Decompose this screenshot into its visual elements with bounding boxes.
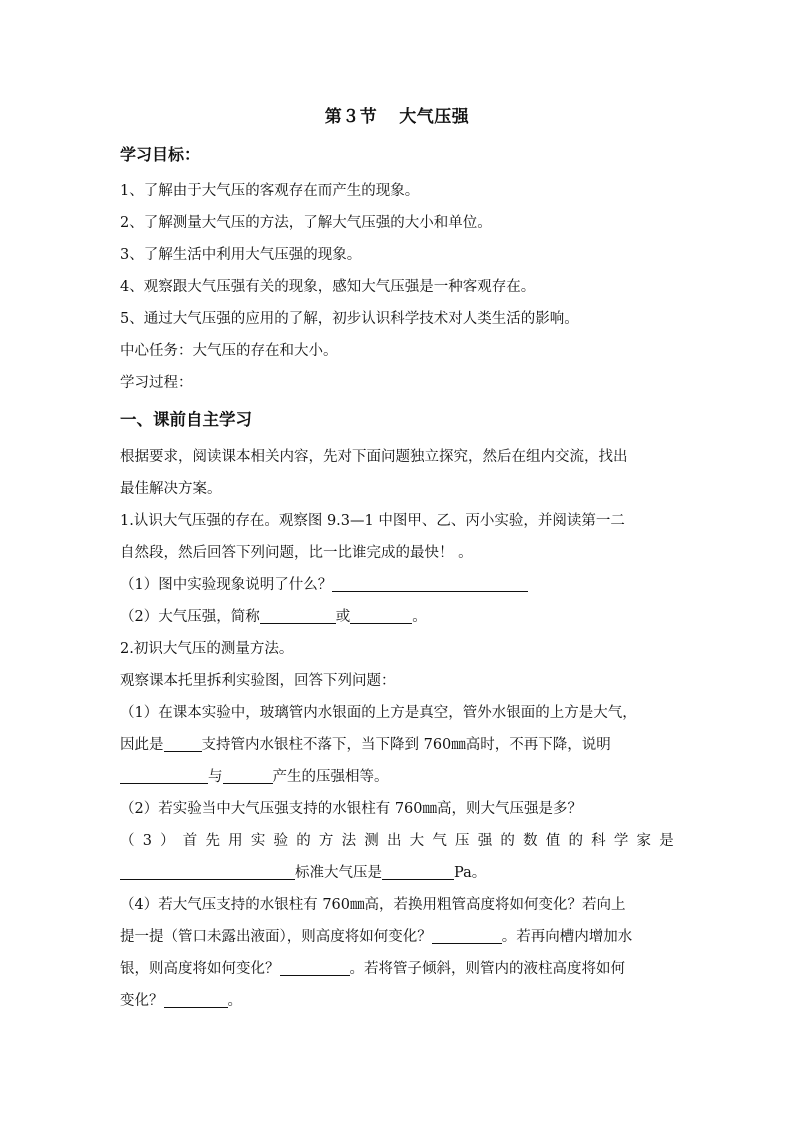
objective-item: 4、观察跟大气压强有关的现象，感知大气压强是一种客观存在。 — [120, 279, 536, 295]
objective-item: 3、了解生活中利用大气压强的现象。 — [120, 247, 362, 263]
answer-blank[interactable] — [164, 991, 228, 1008]
question-2-1-cont: 与 产生的压强相等。 — [120, 761, 674, 793]
question-1-cont: 自然段，然后回答下列问题，比一比谁完成的最快！ 。 — [120, 545, 473, 561]
question-2-1-cont: 因此是 支持管内水银柱不落下，当下降到 760㎜高时，不再下降，说明 — [120, 737, 611, 753]
page-title — [120, 103, 674, 131]
objective-item: 1、了解由于大气压的客观存在而产生的现象。 — [120, 183, 420, 199]
question-2-3-char: 法 — [341, 833, 357, 849]
question-1a: （1）图中实验现象说明了什么？ — [120, 569, 674, 601]
question-2-3 — [120, 825, 674, 857]
question-2-1: （1）在课本实验中，玻璃管内水银面的上方是真空，管外水银面的上方是大气， — [120, 705, 637, 721]
answer-blank[interactable] — [350, 607, 412, 624]
question-2-3-char: 方 — [318, 833, 334, 849]
question-2-3-char: 3 — [142, 833, 152, 849]
answer-blank[interactable] — [120, 767, 208, 784]
answer-blank[interactable] — [164, 735, 202, 752]
title-section-number: 第３节 — [324, 107, 378, 127]
intro-text-cont: 最佳解决方案。 — [120, 481, 222, 497]
question-2-3-char: 家 — [636, 833, 652, 849]
question-2-4: （4）若大气压支持的水银柱有 760㎜高，若换用粗管高度将如何变化？若向上 — [120, 897, 626, 913]
question-2-3-char: 的 — [296, 833, 311, 849]
question-2-3-char: 数 — [523, 833, 538, 849]
question-2-3-char: 压 — [455, 833, 470, 849]
section-heading: 一、课前自主学习 — [120, 410, 252, 429]
intro-text: 根据要求，阅读课本相关内容，先对下面问题独立探究，然后在组内交流，找出 — [120, 449, 628, 465]
question-1b: （2）大气压强，简称 或 。 — [120, 609, 427, 625]
answer-blank[interactable] — [280, 959, 350, 976]
question-1: 1.认识大气压强的存在。观察图 9.3—1 中图甲、乙、丙小实验，并阅读第一二 — [120, 513, 625, 529]
objective-item: 2、了解测量大气压的方法，了解大气压强的大小和单位。 — [120, 215, 492, 231]
question-2-2: （2）若实验当中大气压强支持的水银柱有 760㎜高，则大气压强是多？ — [120, 801, 583, 817]
question-2-4-cont: 提一提（管口未露出液面），则高度将如何变化？ 。若再向槽内增加水 — [120, 929, 633, 945]
answer-blank[interactable] — [223, 767, 273, 784]
title-topic: 大气压强 — [399, 107, 470, 127]
question-2-4-cont: 银，则高度将如何变化？ 。若将管子倾斜，则管内的液柱高度将如何 — [120, 961, 625, 977]
learning-process-label: 学习过程： — [120, 375, 193, 391]
answer-blank[interactable] — [260, 607, 336, 624]
question-2-3-char: 大 — [409, 833, 425, 849]
central-task: 中心任务：大气压的存在和大小。 — [120, 343, 338, 359]
question-2-intro: 观察课本托里拆利实验图，回答下列问题： — [120, 673, 396, 689]
question-2-3-char: 科 — [591, 833, 606, 849]
answer-blank[interactable] — [382, 863, 454, 880]
question-2-3-char: 值 — [545, 833, 561, 849]
question-2-3-char: ） — [160, 833, 175, 849]
question-2-3-char: 首 — [182, 833, 198, 849]
question-2-3-char: 实 — [250, 833, 266, 849]
answer-blank[interactable] — [432, 927, 502, 944]
question-2-3-char: 测 — [364, 833, 379, 849]
question-2-title: 2.初识大气压的测量方法。 — [120, 641, 294, 657]
question-2-3-char: （ — [120, 833, 135, 849]
question-2-3-char: 的 — [568, 833, 583, 849]
question-2-3-cont: 标准大气压是 Pa。 — [120, 857, 674, 889]
question-2-3-char: 用 — [228, 833, 243, 849]
question-2-3-char: 的 — [500, 833, 515, 849]
question-2-3-char: 是 — [659, 833, 674, 849]
question-2-3-char: 出 — [386, 833, 402, 849]
question-2-3-char: 强 — [477, 833, 493, 849]
document-page — [120, 103, 674, 1017]
objectives-heading: 学习目标： — [120, 145, 201, 164]
question-2-4-cont: 变化？ 。 — [120, 993, 242, 1009]
question-2-3-char: 先 — [205, 833, 220, 849]
question-2-3-char: 验 — [273, 833, 289, 849]
answer-blank[interactable] — [120, 863, 295, 880]
question-2-3-char: 学 — [613, 833, 629, 849]
objective-item: 5、通过大气压强的应用的了解，初步认识科学技术对人类生活的影响。 — [120, 311, 579, 327]
question-2-3-char: 气 — [432, 833, 447, 849]
answer-blank[interactable] — [332, 575, 528, 592]
